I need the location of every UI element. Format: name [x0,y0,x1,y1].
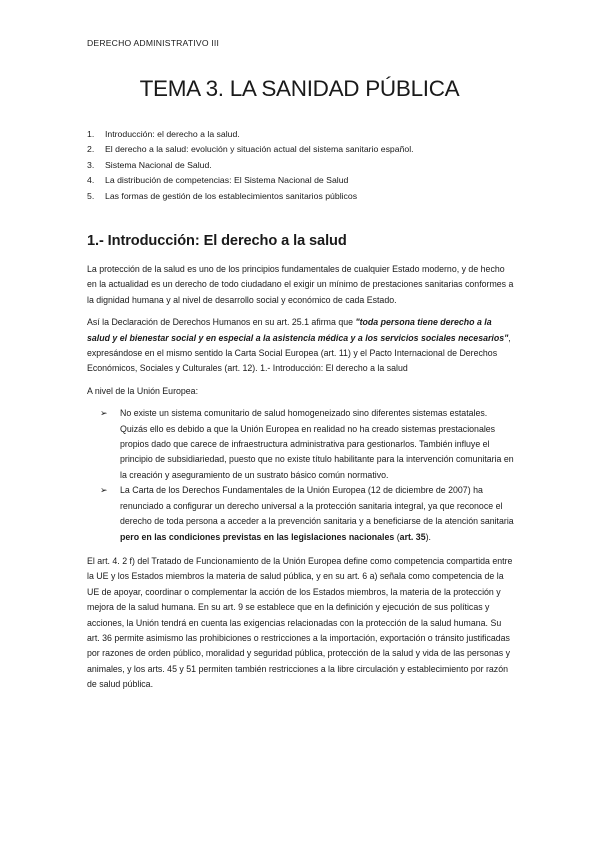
toc-text: Introducción: el derecho a la salud. [105,129,240,139]
toc-number: 3. [87,159,95,170]
paragraph: A nivel de la Unión Europea: [87,385,199,396]
bullet-text-part: ). [425,531,431,542]
paragraph: El art. 4. 2 f) del Tratado de Funcionamiento de la Unión Europea define como competencia compartida entre la UE y los Estados miembros la materia de salud pública, y en su art. 6 a) señala como competencia de la UE de apoyar, coordinar o complementar la acción de los Estados miembros, la materia de la protección y mejora de la salud humana. En su art. 9 se establece que en la definición y ejecución de sus políticas y acciones, la Unión tendrá en cuenta las exigencias relacionadas con la protección de la salud humana. Su art. 36 permite asimismo las prohibiciones o restricciones a la importación, exportación o tránsito justificadas por razones de orden público, moralidad y seguridad pública, protección de la salud y vida de las personas y animales, y los arts. 45 y 51 permiten también restricciones a la libre circulación y establecimiento por razón de salud pública. [87,555,513,690]
bullet-item [87,406,515,483]
bullet-text: No existe un sistema comunitario de salud homogeneizado sino diferentes sistemas estatales. Quizás ello es debido a que la Unión Europea en realidad no ha creado sistemas prestacionales propios dado que carece de infraestructura administrativa para gestionarlos. También influye el principio de subsidiariedad, puesto que no existe título habilitante para la intervención comunitaria en la creación y aseguramiento de un sustrato básico común normativo. [120,408,514,480]
toc-number: 2. [87,144,95,155]
bold-text: pero en las condiciones previstas en las legislaciones nacionales [120,531,395,542]
toc-text: Sistema Nacional de Salud. [105,159,212,170]
toc-item [87,189,527,204]
toc-item [87,127,527,142]
quote-text: "toda persona tiene derecho a la salud y el bienestar social y en especial a la asistencia médica y a los servicios sociales necesarios" [87,317,509,343]
arrowhead-bullet-icon: ➢ [100,408,108,419]
bullet-text-part: ( [394,531,400,542]
paragraph: La protección de la salud es uno de los principios fundamentales de cualquier Estado moderno, y de hecho en la actualidad es un derecho de todo ciudadano el exigir un mínimo de prestaciones sanitarias conformes a la dignidad humana y al nivel de desarrollo social y económico de cada Estado. [87,264,514,305]
bullet-text-part: La Carta de los Derechos Fundamentales de la Unión Europea (12 de diciembre de 2007) ha renunciado a configurar un derecho universal a la protección sanitaria integral, ya que reconoce el derecho de toda persona a acceder a la prevención sanitaria y a beneficiarse de la atención sanitaria [120,485,514,527]
toc-number: 4. [87,175,95,186]
toc-item [87,142,527,157]
toc-text: Las formas de gestión de los establecimientos sanitarios públicos [105,190,358,201]
toc-item [87,173,527,188]
paragraph-text: Así la Declaración de Derechos Humanos en su art. 25.1 afirma que [87,317,356,328]
toc-text: La distribución de competencias: El Sistema Nacional de Salud [105,175,349,186]
paragraph-text: , expresándose en el mismo sentido la Carta Social Europea (art. 11) y el Pacto Internacional de Derechos Económicos, Sociales y Culturales (art. 12). 1.- Introducción: El derecho a la salud [87,332,511,374]
section-heading: 1.- Introducción: El derecho a la salud [87,233,347,249]
bold-text: art. 35 [399,531,426,542]
bullet-list [87,406,515,545]
paragraph [87,315,515,377]
toc-number: 5. [87,190,95,201]
section-body [87,262,515,700]
course-header: DERECHO ADMINISTRATIVO III [87,38,220,48]
arrowhead-bullet-icon: ➢ [100,485,108,496]
table-of-contents [87,127,527,204]
toc-item [87,158,527,173]
toc-text: El derecho a la salud: evolución y situación actual del sistema sanitario español. [105,144,414,155]
bullet-item [87,483,515,545]
page-title: TEMA 3. LA SANIDAD PÚBLICA [139,76,460,101]
bullet-text [120,483,515,545]
toc-number: 1. [87,129,95,139]
